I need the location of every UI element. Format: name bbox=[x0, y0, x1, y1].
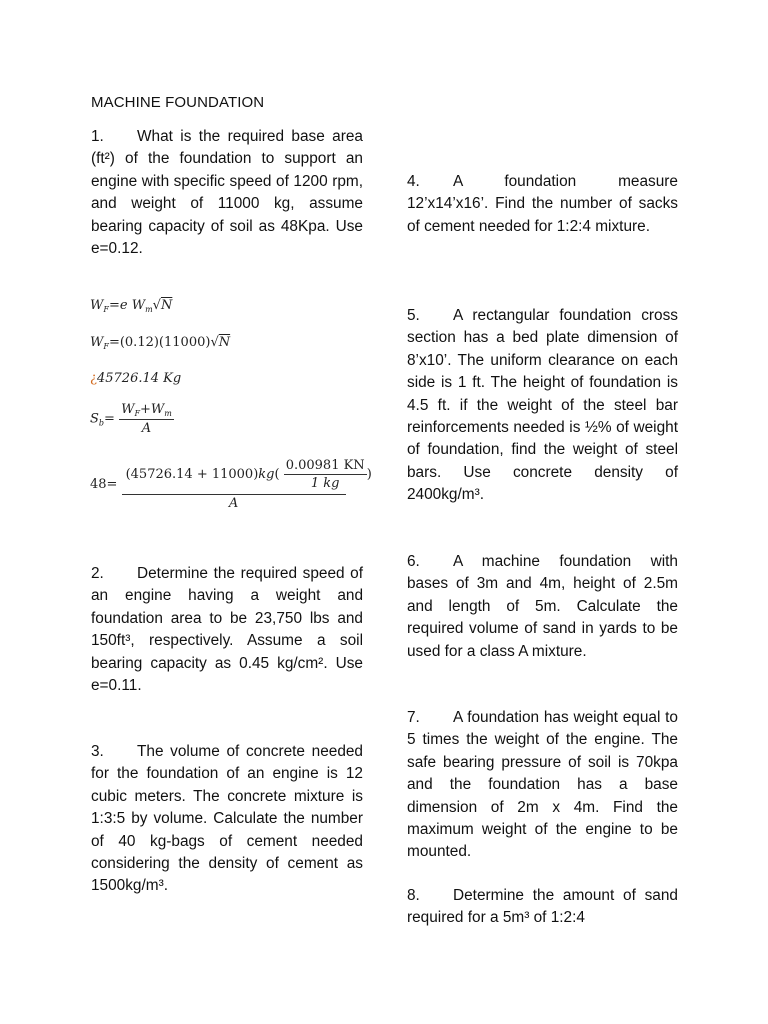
fraction: (45726.14 + 11000)kg( $\frac{0.00981 KN}{1 kg}$ ) A bbox=[122, 458, 346, 511]
question-number: 8. bbox=[407, 887, 420, 904]
question-3 bbox=[91, 741, 363, 898]
question-number: 1. bbox=[91, 128, 104, 145]
question-number: 6. bbox=[407, 553, 420, 570]
unit-fraction: $\frac{0.00981 KN}{1 kg}$ bbox=[285, 458, 365, 491]
question-number: 5. bbox=[407, 307, 420, 324]
question-text: Determine the required speed of an engine having a weight and foundation area to be 23,750 lbs and 150ft³, respectively. Assume a soil bearing capacity as 0.45 kg/cm². Use e=0.11. bbox=[91, 565, 363, 695]
question-text: A foundation measure 12’x14’x16’. Find the number of sacks of cement needed for 1:2:4 mixture. bbox=[407, 173, 678, 235]
question-text: A foundation has weight equal to 5 times the weight of the engine. The safe bearing pressure of soil is 70kpa and the foundation has a base dimension of 2m x 4m. Find the maximum weight of the engine to be mounted. bbox=[407, 709, 678, 861]
question-number: 7. bbox=[407, 709, 420, 726]
question-8 bbox=[407, 885, 678, 930]
page-title: MACHINE FOUNDATION bbox=[91, 94, 265, 111]
question-number: 4. bbox=[407, 173, 420, 190]
missing-symbol-marker: ¿ bbox=[90, 371, 97, 386]
question-number: 2. bbox=[91, 565, 104, 582]
question-2 bbox=[91, 563, 363, 697]
question-6 bbox=[407, 551, 678, 663]
question-4 bbox=[407, 171, 678, 238]
equation-3: ¿45726.14 Kg bbox=[90, 371, 182, 386]
question-number: 3. bbox=[91, 743, 104, 760]
question-text: Determine the amount of sand required for a 5m³ of 1:2:4 bbox=[407, 887, 678, 927]
equation-1: $W_F=e$ $W_m√N$ bbox=[90, 298, 173, 314]
question-5 bbox=[407, 305, 678, 507]
question-text: A rectangular foundation cross section has a bed plate dimension of 8’x10’. The uniform clearance on each side is 1 ft. The height of foundation is 4.5 ft. if the weight of the steel bar reinforcements needed is ½% of weight of foundation, find the weight of steel bars. Use concrete density of 2400kg/m³. bbox=[407, 307, 678, 504]
equation-4: $S_b=$ $\frac{W_F+W_m}{A}$ bbox=[90, 402, 172, 436]
equation-2: $W_F=(0.12)(11000)√N$ bbox=[90, 335, 231, 351]
question-text: What is the required base area (ft²) of the foundation to support an engine with specific speed of 1200 rpm, and weight of 11000 kg, assume bearing capacity of soil as 48Kpa. Use e=0.12. bbox=[91, 128, 363, 258]
fraction: $\frac{W_F+W_m}{A}$ bbox=[121, 402, 172, 436]
question-7 bbox=[407, 707, 678, 864]
question-text: A machine foundation with bases of 3m and 4m, height of 2.5m and length of 5m. Calculate the required volume of sand in yards to be used for a class A mixture. bbox=[407, 553, 678, 660]
question-text: The volume of concrete needed for the foundation of an engine is 12 cubic meters. The concrete mixture is 1:3:5 by volume. Calculate the number of 40 kg-bags of cement needed considering the density of cement as 1500kg/m³. bbox=[91, 743, 363, 895]
question-1 bbox=[91, 126, 363, 260]
equation-5: 48= (45726.14 + 11000)kg( $\frac{0.00981 KN}{1 kg}$ ) A bbox=[90, 458, 372, 511]
